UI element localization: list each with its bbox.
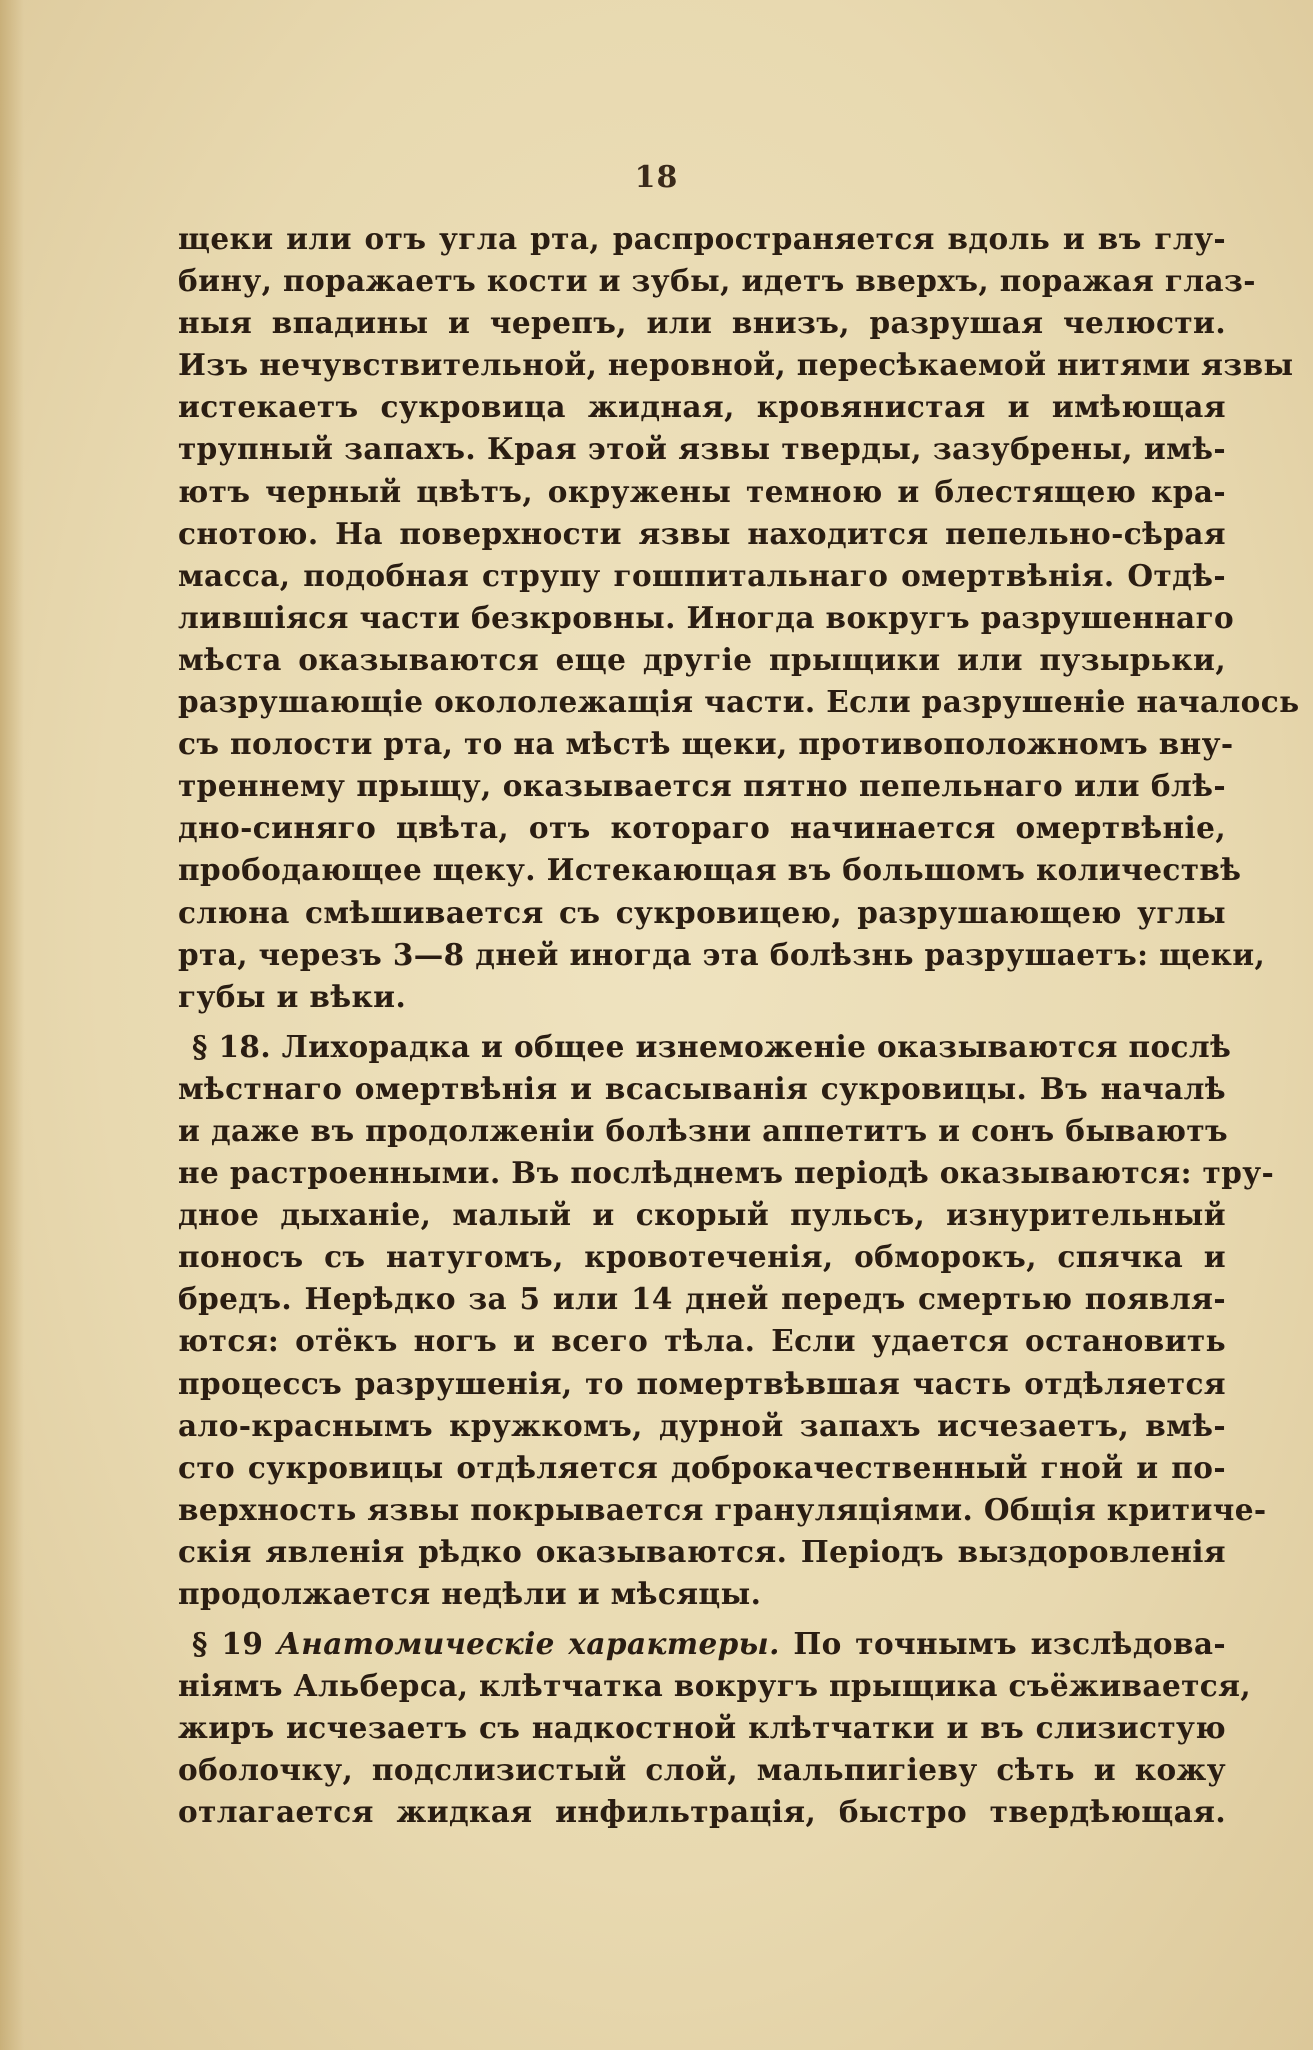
text-line: истекаетъ сукровица жидная, кровянистая и имѣющая (178, 389, 1226, 425)
text-line: слюна смѣшивается съ сукровицею, разрушающею углы (178, 894, 1226, 930)
section-19-lead-text: По точнымъ изслѣдова- (793, 1626, 1227, 1662)
text-line: мѣста оказываются еще другіе прыщики или пузырьки, (178, 641, 1226, 677)
text-line: верхность язвы покрывается грануляціями. Общія критиче- (178, 1491, 1267, 1527)
text-line: жиръ исчезаетъ съ надкостной клѣтчатки и въ слизистую (178, 1710, 1226, 1746)
text-line: и даже въ продолженіи болѣзни аппетитъ и сонъ бываютъ (178, 1112, 1229, 1148)
text-line: продолжается недѣли и мѣсяцы. (178, 1576, 762, 1611)
page-number: 18 (634, 160, 679, 195)
text-line: губы и вѣки. (178, 978, 407, 1014)
text-line: масса, подобная струпу гошпитальнаго омертвѣнія. Отдѣ- (178, 557, 1226, 593)
text-line: ніямъ Альберса, клѣтчатка вокругъ прыщика съёживается, (178, 1668, 1252, 1704)
text-line: трупный запахъ. Края этой язвы тверды, зазубрены, имѣ- (178, 431, 1226, 467)
section-19-first-line (178, 1623, 1226, 1665)
text-line: ало-краснымъ кружкомъ, дурной запахъ исчезаетъ, вмѣ- (178, 1407, 1226, 1443)
text-line: сто сукровицы отдѣляется доброкачественный гной и по- (178, 1449, 1226, 1485)
text-line: не растроенными. Въ послѣднемъ періодѣ оказываются: тру- (178, 1155, 1275, 1191)
text-line: поносъ съ натугомъ, кровотеченія, обморокъ, спячка и (178, 1239, 1226, 1275)
text-line: бину, поражаетъ кости и зубы, идетъ вверхъ, поражая глаз- (178, 263, 1256, 299)
text-line: прободающее щеку. Истекающая въ большомъ количествѣ (178, 852, 1242, 888)
text-line: ютъ черный цвѣтъ, окружены темною и блестящею кра- (178, 473, 1226, 509)
text-line: щеки или отъ угла рта, распространяется вдоль и въ глу- (178, 221, 1226, 256)
text-line: бредъ. Нерѣдко за 5 или 14 дней передъ смертью появля- (178, 1281, 1226, 1317)
section-18-first-line: § 18. Лихорадка и общее изнеможеніе оказываются послѣ (192, 1028, 1232, 1064)
text-line: дное дыханіе, малый и скорый пульсъ, изнурительный (178, 1197, 1226, 1233)
text-line: разрушающіе окололежащія части. Если разрушеніе началось (178, 684, 1300, 720)
text-line: оболочку, подслизистый слой, мальпигіеву сѣть и кожу (178, 1752, 1226, 1788)
text-line: скія явленія рѣдко оказываются. Періодъ выздоровленія (178, 1533, 1226, 1569)
text-line: снотою. На поверхности язвы находится пепельно-сѣрая (178, 515, 1226, 551)
text-line: лившіяся части безкровны. Иногда вокругъ разрушеннаго (178, 599, 1235, 635)
text-line: ются: отёкъ ногъ и всего тѣла. Если удается остановить (178, 1323, 1226, 1359)
body-text (178, 218, 1300, 1834)
paragraph-gap (178, 1615, 1226, 1623)
text-line: мѣстнаго омертвѣнія и всасыванія сукровицы. Въ началѣ (178, 1070, 1226, 1106)
text-line: рта, черезъ 3—8 дней иногда эта болѣзнь разрушаетъ: щеки, (178, 936, 1266, 972)
text-line: треннему прыщу, оказывается пятно пепельнаго или блѣ- (178, 768, 1226, 804)
text-line: Изъ нечувствительной, неровной, пересѣкаемой нитями язвы (178, 347, 1294, 383)
text-line: дно-синяго цвѣта, отъ котораго начинается омертвѣніе, (178, 810, 1226, 846)
section-19-heading: Анатомическіе характеры. (276, 1626, 780, 1662)
text-line: съ полости рта, то на мѣстѣ щеки, противоположномъ вну- (178, 726, 1234, 762)
section-19-number: § 19 (192, 1626, 264, 1662)
text-line: процессъ разрушенія, то помертвѣвшая часть отдѣляется (178, 1365, 1226, 1401)
text-line: отлагается жидкая инфильтрація, быстро твердѣющая. (178, 1794, 1226, 1830)
paragraph-gap (178, 1018, 1226, 1026)
page-edge-shadow (0, 0, 24, 2050)
text-line: ныя впадины и черепъ, или внизъ, разрушая челюсти. (178, 305, 1226, 341)
